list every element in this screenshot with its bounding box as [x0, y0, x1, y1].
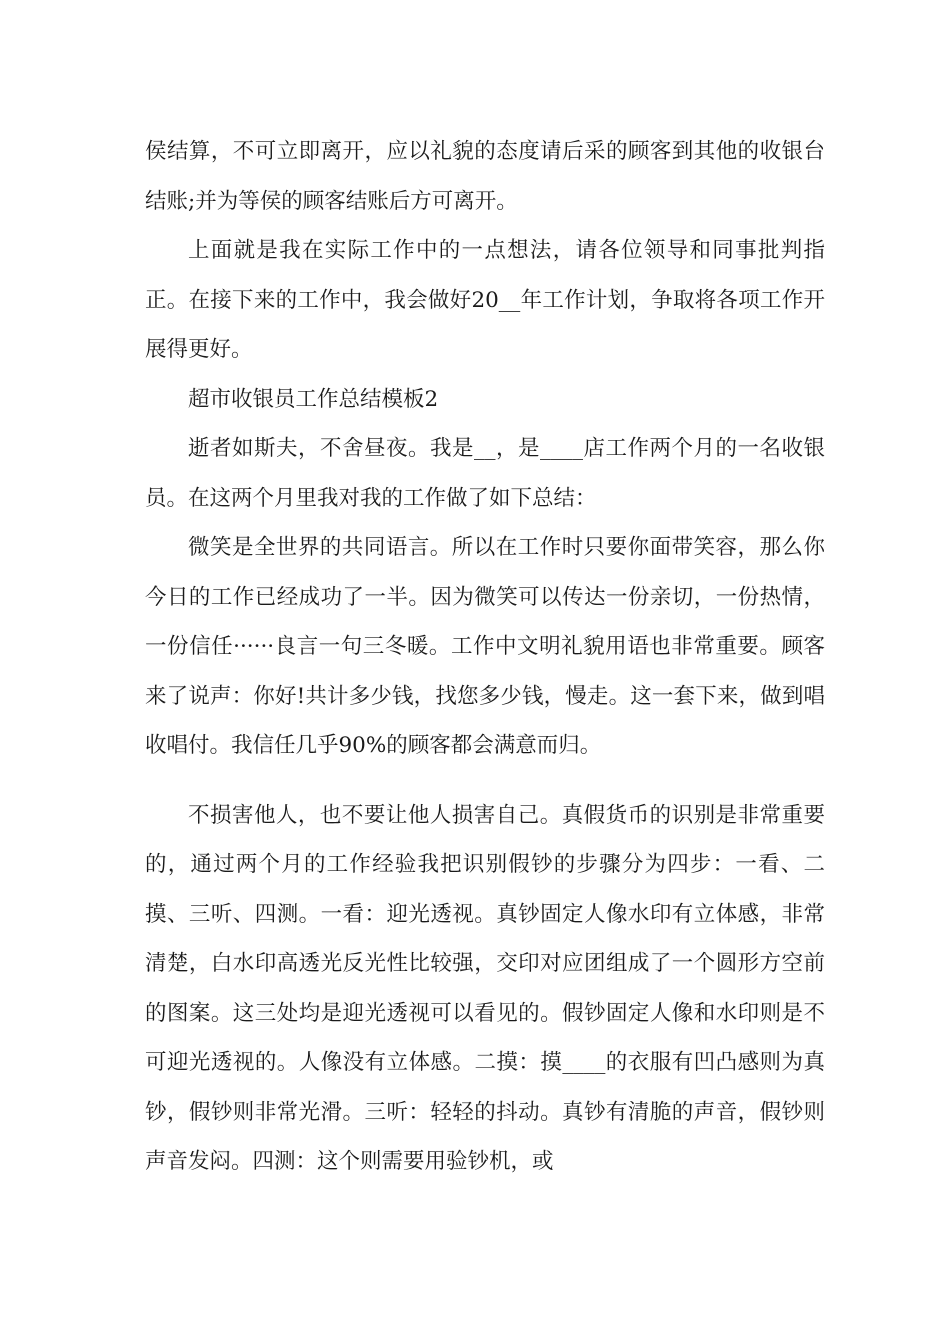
- paragraph-4: 微笑是全世界的共同语言。所以在工作时只要你面带笑容，那么你今日的工作已经成功了一半。因为微笑可以传达一份亲切，一份热情，一份信任······良言一句三冬暖。工作中文明礼貌用语也非常重要。顾客来了说声：你好!共计多少钱，找您多少钱，慢走。这一套下来，做到唱收唱付。我信任几乎90%的顾客都会满意而归。: [145, 535, 825, 758]
- document-page: [145, 127, 825, 1187]
- paragraph-3: 逝者如斯夫，不舍昼夜。我是__，是____店工作两个月的一名收银员。在这两个月里我对我的工作做了如下总结：: [145, 436, 825, 511]
- paragraph-5: 不损害他人，也不要让他人损害自己。真假货币的识别是非常重要的，通过两个月的工作经验我把识别假钞的步骤分为四步：一看、二摸、三听、四测。一看：迎光透视。真钞固定人像水印有立体感，非常清楚，白水印高透光反光性比较强，交印对应团组成了一个圆形方空前的图案。这三处均是迎光透视可以看见的。假钞固定人像和水印则是不可迎光透视的。人像没有立体感。二摸：摸____的衣服有凹凸感则为真钞，假钞则非常光滑。三听：轻轻的抖动。真钞有清脆的声音，假钞则声音发闷。四测：这个则需要用验钞机，或: [145, 802, 825, 1174]
- paragraph-1: 侯结算，不可立即离开，应以礼貌的态度请后采的顾客到其他的收银台结账;并为等侯的顾客结账后方可离开。: [145, 139, 825, 214]
- section-heading: 超市收银员工作总结模板2: [188, 386, 439, 412]
- paragraph-2: 上面就是我在实际工作中的一点想法，请各位领导和同事批判指正。在接下来的工作中，我会做好20__年工作计划，争取将各项工作开展得更好。: [145, 238, 825, 362]
